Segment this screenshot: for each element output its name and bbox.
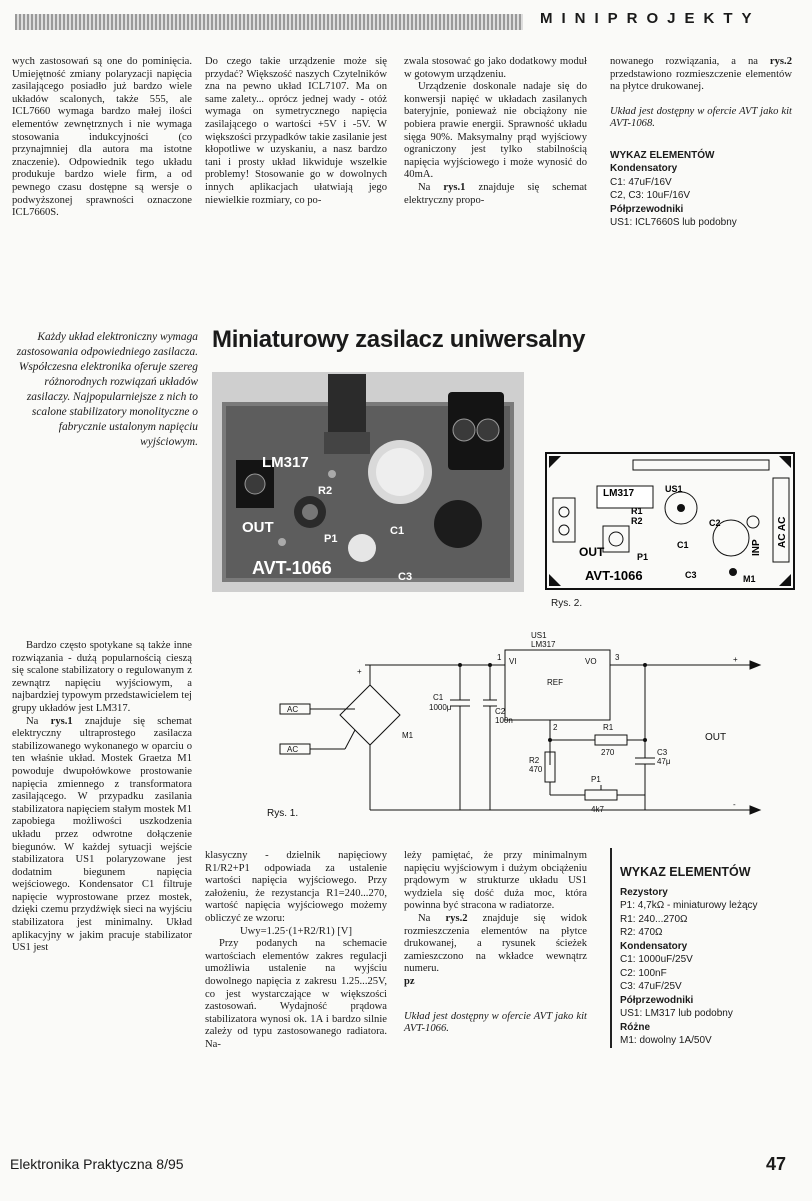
formula: Uwy=1.25·(1+R2/R1) [V] (240, 925, 352, 937)
schem-c2: C2 (495, 707, 506, 716)
figure-ref: rys.1 (50, 715, 73, 727)
parts-item: C1: 47uF/16V (610, 176, 672, 188)
paragraph: Do czego takie urządzenie może się przydać? Większość naszych Czytelników zna na pewno układ ICL7107. Ma on same zalety... oprócz jednej wady - otóż wymaga on symetrycznego napięcia zasilającego o wartości +5V i -5V. W większości przypadków takie zasilanie jest kłopotliwe w uzyskaniu, a nasz bardzo tani i prosty układ likwiduje wszelkie problemy! Stosowanie go w dowolnych innych aplikacjach ułatwiają jego niewielkie rozmiary, co po- (205, 56, 387, 206)
pcb-label-us1: US1 (665, 484, 683, 494)
pcb-label-inp: INP (751, 539, 762, 556)
schem-plus-out: + (733, 655, 738, 664)
schem-p1v: 4k7 (591, 805, 604, 814)
parts-category: Kondensatory (610, 163, 678, 175)
schem-r2: R2 (529, 756, 540, 765)
schematic-diagram (205, 630, 800, 830)
pcb-label-m1: M1 (743, 574, 756, 584)
paragraph: Przy podanych na schemacie wartościach elementów zakres regulacji umożliwia ustalenie na wyjściu dowolnego napięcia z zakresu 1.25...25V, co jest wystarczające w większości zastosowań. Wydajność prądowa stabilizatora wynosi ok. 1A i bardzo silnie zależy od typu zastosowanego radiatora. Na- (205, 938, 387, 1050)
figure-ref: rys.1 (443, 181, 466, 193)
parts-item: C2: 100nF (620, 967, 667, 979)
photo-label-p1: P1 (324, 533, 338, 545)
photo-label-kit: AVT-1066 (252, 558, 332, 578)
top-column-2 (205, 56, 387, 207)
schem-pin3: 3 (615, 653, 620, 662)
paragraph: klasyczny - dzielnik napięciowy R1/R2+P1 odpowiada za ustalenie wartości napięcia wyjściowego. Przy założeniu, że rezystancja R1=240...270, wartość napięcia wyjściowego możemy obliczyć ze wzoru: (205, 850, 387, 924)
parts-category: Półprzewodniki (610, 203, 684, 215)
paragraph: nowanego rozwiązania, a na rys.2 przedstawiono rozmieszczenie elementów na płytce drukowanej. (610, 56, 792, 93)
figure-ref: rys.2 (445, 912, 468, 924)
schem-vo: VO (585, 657, 597, 666)
pcb-photo (212, 372, 524, 592)
parts-item: C2, C3: 10uF/16V (610, 190, 691, 202)
schem-p1: P1 (591, 775, 601, 784)
pcb-label-c2: C2 (709, 518, 721, 528)
paragraph: wych zastosowań są one do pominięcia. Umiejętność zmiany polaryzacji napięcia zasilającego posiadło już bardzo wiele układów scalonych, także 555, ale ICL7660 wymaga bardzo małej ilości elementów zewnętrznych i nie wymaga stosowania indukcyjności (co przynajmniej dla autora ma istotne znaczenie). Odpowiednik tego układu produkuje bardzo wiele firm, a od pewnego czasu dostępne są wersje o podwyższonej sprawności oznaczone ICL7660S. (12, 56, 192, 219)
schem-c3v: 47μ (657, 757, 671, 766)
magazine-name: Elektronika Praktyczna 8/95 (10, 1156, 184, 1172)
body-column-2 (205, 850, 387, 1052)
paragraph: Na rys.1 znajduje się schemat elektryczny ultraprostego zasilacza stabilizowanego wykonanego w oparciu o ten właśnie układ. Mostek Graetza M1 powoduje dwupołówkowe prostowanie napięcia zmiennego z transformatora zasilającego. W przypadku zasilania stabilizatora napięciem stałym mostek M1 zapobiega możliwości uszkodzenia układu przez odwrotne dołączenie biegunów. W każdej sytuacji wejście stabilizatora US1 polaryzowane jest dodatnim biegunem napięcia wejściowego. Kondensator C1 filtruje napięcie wyprostowane przez mostek, dzięki czemu przydźwięk sieci na wyjściu stabilizatora jest minimalny. Układ aplikacyjny w jakim pracuje stabilizator US1 jest (12, 715, 192, 954)
schem-plus: + (357, 667, 362, 676)
author: pz (404, 975, 415, 987)
schem-m1: M1 (402, 731, 414, 740)
paragraph: Na rys.2 znajduje się widok rozmieszczenia elementów na płytce drukowanej, a rysunek ścieżek zamieszczono na wkładce wewnątrz numeru. (404, 912, 587, 975)
figure-1-caption: Rys. 1. (267, 808, 299, 819)
pcb-label-p1: P1 (637, 552, 649, 562)
parts-list-top (610, 149, 792, 230)
schem-r1: R1 (603, 723, 614, 732)
parts-item: R1: 240...270Ω (620, 913, 688, 925)
parts-item: M1: dowolny 1A/50V (620, 1035, 712, 1046)
photo-label-out: OUT (242, 519, 274, 536)
parts-category: Różne (620, 1021, 650, 1033)
schem-ac2: AC (287, 745, 299, 754)
pcb-label-r1: R1 (631, 506, 643, 516)
parts-category: Półprzewodniki (620, 994, 694, 1006)
pcb-label-out: OUT (579, 545, 605, 559)
schem-r2v: 470 (529, 765, 543, 774)
schem-r1v: 270 (601, 748, 615, 757)
parts-title: WYKAZ ELEMENTÓW (610, 149, 715, 161)
pcb-label-kit: AVT-1066 (585, 568, 643, 583)
section-title: MINIPROJEKTY (540, 10, 761, 27)
pcb-layout-drawing (545, 452, 795, 590)
header-decor-bar (15, 14, 523, 30)
article-lead: Każdy układ elektroniczny wymaga zastosowania odpowiedniego zasilacza. Współczesna elektronika oferuje szereg różnorodnych rozwiązań układów zasilaczy. Najpopularniejsze z nich to scalone stabilizatory monolityczne o fabrycznie ustalonym napięciu wyjściowym. (16, 331, 198, 448)
schem-lm317: LM317 (531, 640, 556, 649)
schem-ref: REF (547, 678, 563, 687)
paragraph: zwala stosować go jako dodatkowy moduł w gotowym urządzeniu. (404, 56, 587, 80)
pcb-label-r2: R2 (631, 516, 643, 526)
pcb-label-lm317: LM317 (603, 488, 635, 499)
article-title: Miniaturowy zasilacz uniwersalny (212, 326, 586, 353)
parts-category: Rezystory (620, 886, 668, 898)
paragraph: Na rys.1 znajduje się schemat elektryczny propo- (404, 181, 587, 206)
figure-2-caption: Rys. 2. (551, 598, 583, 609)
schem-c3: C3 (657, 748, 668, 757)
schem-minus-out: - (733, 800, 736, 809)
photo-label-c1: C1 (390, 525, 405, 537)
kit-note: Układ jest dostępny w ofercie AVT jako kit AVT-1066. (404, 1010, 587, 1035)
schem-pin1: 1 (497, 653, 502, 662)
schem-c2v: 100n (495, 716, 513, 725)
photo-label-c3: C3 (398, 571, 413, 583)
parts-item: C3: 47uF/25V (620, 981, 682, 992)
parts-item: C1: 1000uF/25V (620, 954, 693, 965)
kit-note: Układ jest dostępny w ofercie AVT jako kit AVT-1068. (610, 105, 792, 130)
schem-c1v: 1000μ (429, 703, 452, 712)
parts-item: US1: ICL7660S lub podobny (610, 217, 737, 229)
pcb-label-c1: C1 (677, 540, 689, 550)
paragraph: leży pamiętać, że przy minimalnym napięciu wyjściowym i dużym obciążeniu prądowym w strukturze układu US1 wydziela się dość duża moc, która powinna być stracona w radiatorze. (404, 850, 587, 912)
body-column-3 (404, 850, 587, 1036)
photo-label-r2: R2 (318, 485, 333, 497)
parts-item: US1: LM317 lub podobny (620, 1008, 733, 1019)
schem-vi: VI (509, 657, 517, 666)
body-column-1 (12, 640, 192, 955)
paragraph: Bardzo często spotykane są także inne rozwiązania - dużą popularnością cieszą się scalone stabilizatory o regulowanym z zewnątrz napięciu wyjściowym, a najbardziej typowym przedstawicielem tej grupy układów jest LM317. (12, 640, 192, 714)
schem-us1: US1 (531, 631, 547, 640)
parts-item: R2: 470Ω (620, 927, 663, 938)
top-column-4 (610, 56, 792, 230)
figure-ref: rys.2 (769, 56, 792, 67)
parts-item: P1: 4,7kΩ - miniaturowy leżący (620, 900, 758, 911)
schem-ac1: AC (287, 705, 299, 714)
pcb-label-c3: C3 (685, 570, 697, 580)
parts-list-article (610, 848, 810, 1048)
top-column-3 (404, 56, 587, 207)
schem-c1: C1 (433, 693, 444, 702)
paragraph: Urządzenie doskonale nadaje się do konwersji napięć w układach zasilanych bateryjnie, ponieważ nie obciążony nie pobiera prawie energii. Sprawność układu sięga 90%. Maksymalny prąd wyjściowy ograniczony jest tylko stabilnością napięcia wyjściowego i może wynosić do 40mA. (404, 81, 587, 181)
parts-title: WYKAZ ELEMENTÓW (620, 865, 751, 879)
parts-category: Kondensatory (620, 940, 688, 952)
schem-pin2: 2 (553, 723, 558, 732)
page-number: 47 (766, 1154, 787, 1174)
top-column-1 (12, 56, 192, 220)
schem-out: OUT (705, 732, 727, 743)
photo-label-lm317: LM317 (262, 454, 309, 471)
pcb-label-acac: AC AC (777, 516, 788, 548)
